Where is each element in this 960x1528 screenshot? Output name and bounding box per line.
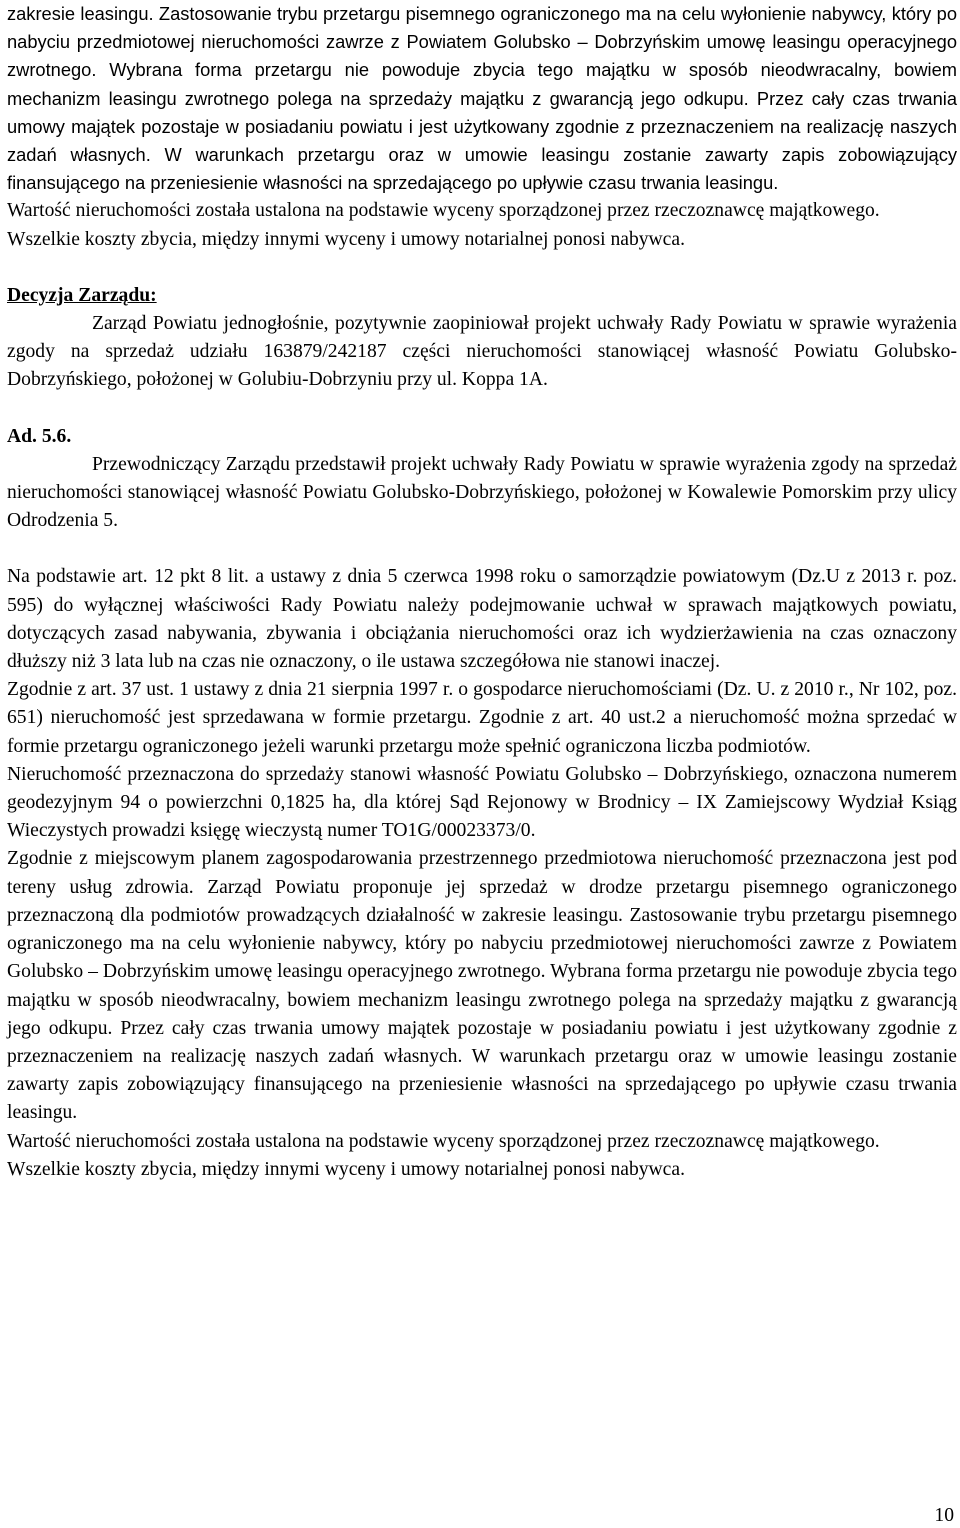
item-intro: Przewodniczący Zarządu przedstawił projekt uchwały Rady Powiatu w sprawie wyrażenia zgody na sprzedaż nieruchomości stanowiącej własność Powiatu Golubsko-Dobrzyńskiego, położonej w Kowalewie Pomorskim przy ulicy Odrodzenia 5. [7,453,957,532]
paragraph-tender-law: Zgodnie z art. 37 ust. 1 ustawy z dnia 21 sierpnia 1997 r. o gospodarce nieruchomościami (Dz. U. z 2010 r., Nr 102, poz. 651) nieruchomość jest sprzedawana w formie przetargu. Zgodnie z art. 40 ust.2 a nieruchomość można sprzedać w formie przetargu ograniczonego jeżeli warunki przetargu może spełnić ograniczona liczba podmiotów. [7,679,957,757]
spacer [7,395,957,423]
paragraph-valuation-top: Wartość nieruchomości została ustalona na podstawie wyceny sporządzonej przez rzeczoznawcę majątkowego. [7,200,880,222]
decision-heading: Decyzja Zarządu: [7,284,157,306]
paragraph-leasing-top: zakresie leasingu. Zastosowanie trybu przetargu pisemnego ograniczonego ma na celu wyłonienie nabywcy, który po nabyciu przedmiotowej nieruchomości zawrze z Powiatem Golubsko – Dobrzyńskim umowę leasingu operacyjnego zwrotnego. Wybrana forma przetargu nie powoduje zbycia tego majątku w sposób nieodwracalny, bowiem mechanizm leasingu zwrotnego polega na sprzedaży majątku z gwarancją jego odkupu. Przez cały czas trwania umowy majątek pozostaje w posiadaniu powiatu i jest użytkowany zgodnie z przeznaczeniem na realizację naszych zadań własnych. W warunkach przetargu oraz w umowie leasingu zostanie zawarty zapis zobowiązujący finansującego na przeniesienie własności na sprzedającego po upływie czasu trwania leasingu. [7,3,957,194]
item-heading: Ad. 5.6. [7,425,72,447]
paragraph-property-description: Nieruchomość przeznaczona do sprzedaży stanowi własność Powiatu Golubsko – Dobrzyńskiego, oznaczona numerem geodezyjnym 94 o powierzchni 0,1825 ha, dla której Sąd Rejonowy w Brodnicy – IX Zamiejscowy Wydział Ksiąg Wieczystych prowadzi księgę wieczystą numer TO1G/00023373/0. [7,763,957,842]
spacer [7,535,957,563]
paragraph-costs: Wszelkie koszty zbycia, między innymi wyceny i umowy notarialnej ponosi nabywca. [7,1158,685,1180]
spacer [7,254,957,282]
paragraph-zoning-leasing: Zgodnie z miejscowym planem zagospodarowania przestrzennego przedmiotowa nieruchomość przeznaczona jest pod tereny usług zdrowia. Zarząd Powiatu proponuje jej sprzedaż w drodze przetargu pisemnego ograniczonego przeznaczoną dla podmiotów prowadzących działalność w zakresie leasingu. Zastosowanie trybu przetargu pisemnego ograniczonego ma na celu wyłonienie nabywcy, który po nabyciu przedmiotowej nieruchomości zawrze z Powiatem Golubsko – Dobrzyńskim umowę leasingu operacyjnego zwrotnego. Wybrana forma przetargu nie powoduje zbycia tego majątku w sposób nieodwracalny, bowiem mechanizm leasingu zwrotnego polega na sprzedaży majątku z gwarancją jego odkupu. Przez cały czas trwania umowy majątek pozostaje w posiadaniu powiatu i jest użytkowany zgodnie z przeznaczeniem na realizację naszych zadań własnych. W warunkach przetargu oraz w umowie leasingu zostanie zawarty zapis zobowiązujący finansującego na przeniesienie własności na sprzedającego po upływie czasu trwania leasingu. [7,848,957,1124]
document-page [7,0,957,1184]
page-number: 10 [934,1505,954,1526]
paragraph-costs-top: Wszelkie koszty zbycia, między innymi wyceny i umowy notarialnej ponosi nabywca. [7,228,685,250]
decision-text: Zarząd Powiatu jednogłośnie, pozytywnie zaopiniował projekt uchwały Rady Powiatu w sprawie wyrażenia zgody na sprzedaż udziału 163879/242187 części nieruchomości stanowiącej własność Powiatu Golubsko-Dobrzyńskiego, położonej w Golubiu-Dobrzyniu przy ul. Koppa 1A. [7,313,957,391]
paragraph-valuation: Wartość nieruchomości została ustalona na podstawie wyceny sporządzonej przez rzeczoznawcę majątkowego. [7,1130,880,1152]
paragraph-legal-basis: Na podstawie art. 12 pkt 8 lit. a ustawy z dnia 5 czerwca 1998 roku o samorządzie powiatowym (Dz.U z 2013 r. poz. 595) do wyłącznej właściwości Rady Powiatu należy podejmowanie uchwał w sprawach majątkowych powiatu, dotyczących zasad nabywania, zbywania i obciążania nieruchomości oraz ich wydzierżawienia na czas oznaczony dłuższy niż 3 lata lub na czas nie oznaczony, o ile ustawa szczegółowa nie stanowi inaczej. [7,566,957,673]
